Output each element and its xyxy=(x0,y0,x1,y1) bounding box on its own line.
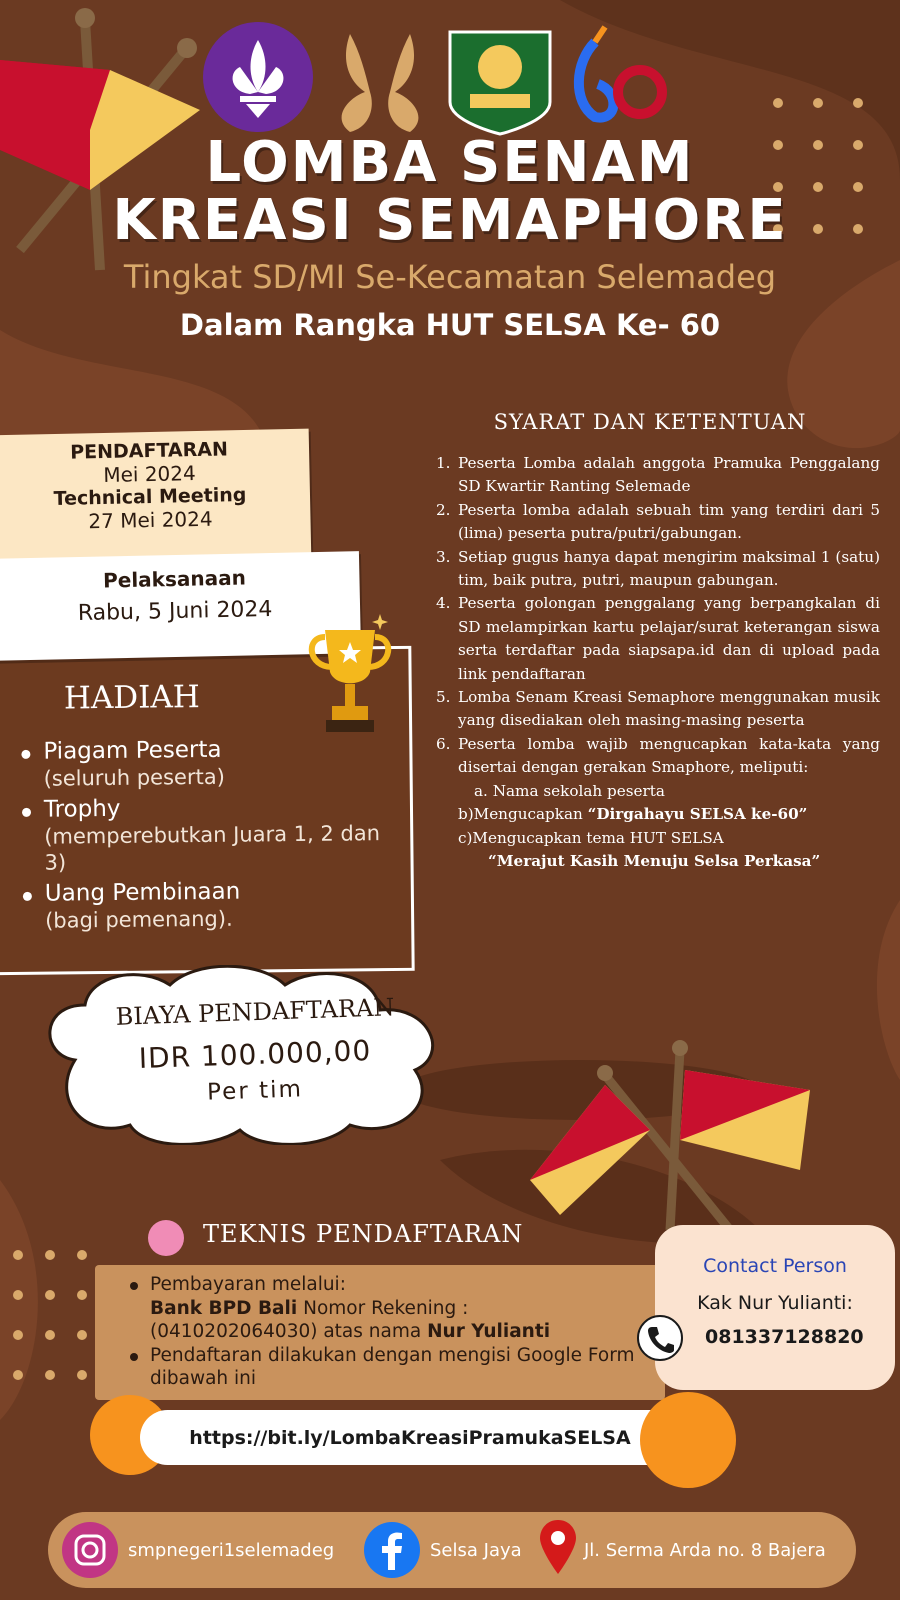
contact-box xyxy=(655,1225,895,1390)
fee-amount: IDR 100.000,00 xyxy=(138,1033,372,1076)
prize-sub: (memperebutkan Juara 1, 2 dan 3) xyxy=(44,821,381,875)
registration-link[interactable]: https://bit.ly/LombaKreasiPramukaSELSA xyxy=(140,1410,680,1465)
title-line-2: KREASI SEMAPHORE xyxy=(112,188,788,253)
terms-item: 4. Peserta golongan penggalang yang berpangkalan di SD melampirkan kartu pelajar/surat keterangan siswa serta terdaftar pada siapsapa.id dan di upload pada link pendaftaran xyxy=(436,594,880,683)
prize-sub: (seluruh peserta) xyxy=(43,764,225,791)
terms-subitem-a: a. Nama sekolah peserta xyxy=(474,781,665,800)
terms-item: 3. Setiap gugus hanya dapat mengirim maksimal 1 (satu) tim, baik putra, putri, maupun gabungan. xyxy=(436,547,880,590)
location-pin-icon xyxy=(538,1518,578,1578)
registration-panel xyxy=(0,429,311,566)
terms-subitem-b-prefix: b)Mengucapkan xyxy=(458,805,588,824)
contact-name: Kak Nur Yulianti: xyxy=(697,1292,853,1314)
prize-title: HADIAH xyxy=(63,679,200,717)
address: Jl. Serma Arda no. 8 Bajera xyxy=(584,1540,826,1561)
semaphore-flags-bottom-right xyxy=(530,1040,820,1230)
terms-subitem-c: c)Mengucapkan tema HUT SELSA xyxy=(458,828,724,847)
fee-per: Per tim xyxy=(206,1076,304,1106)
payment-label: Pembayaran melalui: xyxy=(150,1274,346,1295)
terms-item: 6. Peserta lomba wajib mengucapkan kata-kata yang disertai dengan gerakan Smaphore, meliputi: a. Nama sekolah peserta b)Mengucapkan “Dirgahayu SELSA ke-60” c)Mengucapkan tema HUT SELSA “Merajut Kasih Menuju Selsa Perkasa” xyxy=(440,733,880,873)
account-number: (0410202064030) atas nama xyxy=(150,1321,428,1342)
school-crest-logo xyxy=(450,32,550,134)
terms-subitem-b xyxy=(458,803,880,826)
decor-circle-right xyxy=(640,1392,736,1488)
technical-meeting-label: Technical Meeting xyxy=(53,483,247,511)
facebook-name: Selsa Jaya xyxy=(430,1540,522,1561)
prize-list xyxy=(19,734,401,938)
subtitle: Tingkat SD/MI Se-Kecamatan Selemadeg xyxy=(123,258,777,296)
phone-icon xyxy=(637,1315,683,1361)
technical-title: TEKNIS PENDAFTARAN xyxy=(203,1220,524,1248)
prize-head: Piagam Peserta xyxy=(43,736,222,765)
terms-text: Peserta Lomba adalah anggota Pramuka Penggalang SD Kwartir Ranting Selemade xyxy=(458,454,880,496)
registration-month: Mei 2024 xyxy=(103,461,196,487)
trophy-icon xyxy=(300,612,400,742)
terms-item: 1. Peserta Lomba adalah anggota Pramuka Penggalang SD Kwartir Ranting Selemade xyxy=(436,454,880,496)
subtitle-occasion: Dalam Rangka HUT SELSA Ke- 60 xyxy=(179,308,721,342)
instagram-handle: smpnegeri1selemadeg xyxy=(128,1540,335,1561)
technical-list xyxy=(128,1273,648,1391)
technical-item-payment xyxy=(128,1273,648,1344)
terms-text: Lomba Senam Kreasi Semaphore menggunakan musik yang disediakan oleh masing-masing peserta xyxy=(458,688,880,730)
tunas-kelapa-logo xyxy=(342,34,419,132)
terms-item: 2. Peserta lomba adalah sebuah tim yang terdiri dari 5 (lima) peserta putra/putri/gabungan. xyxy=(436,500,880,543)
terms-text: Peserta golongan penggalang yang berpangkalan di SD melampirkan kartu pelajar/surat keterangan siswa serta terdaftar pada siapsapa.id dan di upload pada link pendaftaran xyxy=(458,594,880,683)
anniversary-60-logo xyxy=(579,27,662,118)
terms-text: Setiap gugus hanya dapat mengirim maksimal 1 (satu) tim, baik putra, putri, maupun gabungan. xyxy=(458,547,880,590)
prize-head: Uang Pembinaan xyxy=(44,878,241,907)
section-bullet-dot xyxy=(148,1220,184,1256)
dot-pattern-left-bottom xyxy=(8,1245,98,1395)
contact-title: Contact Person xyxy=(703,1255,847,1277)
contact-phone[interactable]: 081337128820 xyxy=(705,1326,864,1348)
terms-text: Peserta lomba adalah sebuah tim yang terdiri dari 5 (lima) peserta putra/putri/gabungan. xyxy=(458,500,880,543)
terms-item: 5. Lomba Senam Kreasi Semaphore menggunakan musik yang disediakan oleh masing-masing peserta xyxy=(436,688,880,730)
terms-subitems xyxy=(458,780,880,874)
fee-title: BIAYA PENDAFTARAN xyxy=(115,993,395,1031)
instagram-icon[interactable] xyxy=(60,1520,120,1580)
terms-title: SYARAT DAN KETENTUAN xyxy=(493,410,807,434)
execution-date: Rabu, 5 Juni 2024 xyxy=(77,596,273,627)
bank-name: Bank BPD Bali xyxy=(150,1297,298,1319)
account-label: Nomor Rekening : xyxy=(297,1297,469,1319)
execution-label: Pelaksanaan xyxy=(102,565,247,593)
terms-subitem-c-quote: “Merajut Kasih Menuju Selsa Perkasa” xyxy=(488,851,821,870)
prize-item xyxy=(20,792,401,876)
prize-head: Trophy xyxy=(43,795,121,823)
prize-item xyxy=(19,734,400,792)
prize-sub: (bagi pemenang). xyxy=(45,906,233,933)
technical-item-form: Pendaftaran dilakukan dengan mengisi Google Form dibawah ini xyxy=(128,1344,648,1391)
logo-row xyxy=(200,22,680,137)
technical-meeting-date: 27 Mei 2024 xyxy=(88,506,213,534)
scout-fleur-de-lis-logo xyxy=(203,22,313,132)
terms-text: Peserta lomba wajib mengucapkan kata-kata yang disertai dengan gerakan Smaphore, meliputi: xyxy=(458,734,880,777)
terms-subitem-b-quote: “Dirgahayu SELSA ke-60” xyxy=(587,805,808,824)
title-line-1: LOMBA SENAM xyxy=(205,130,695,195)
prize-item xyxy=(21,876,402,934)
facebook-icon[interactable] xyxy=(362,1520,422,1580)
registration-label: PENDAFTARAN xyxy=(69,438,229,464)
terms-list xyxy=(436,452,880,873)
account-name: Nur Yulianti xyxy=(427,1321,551,1342)
